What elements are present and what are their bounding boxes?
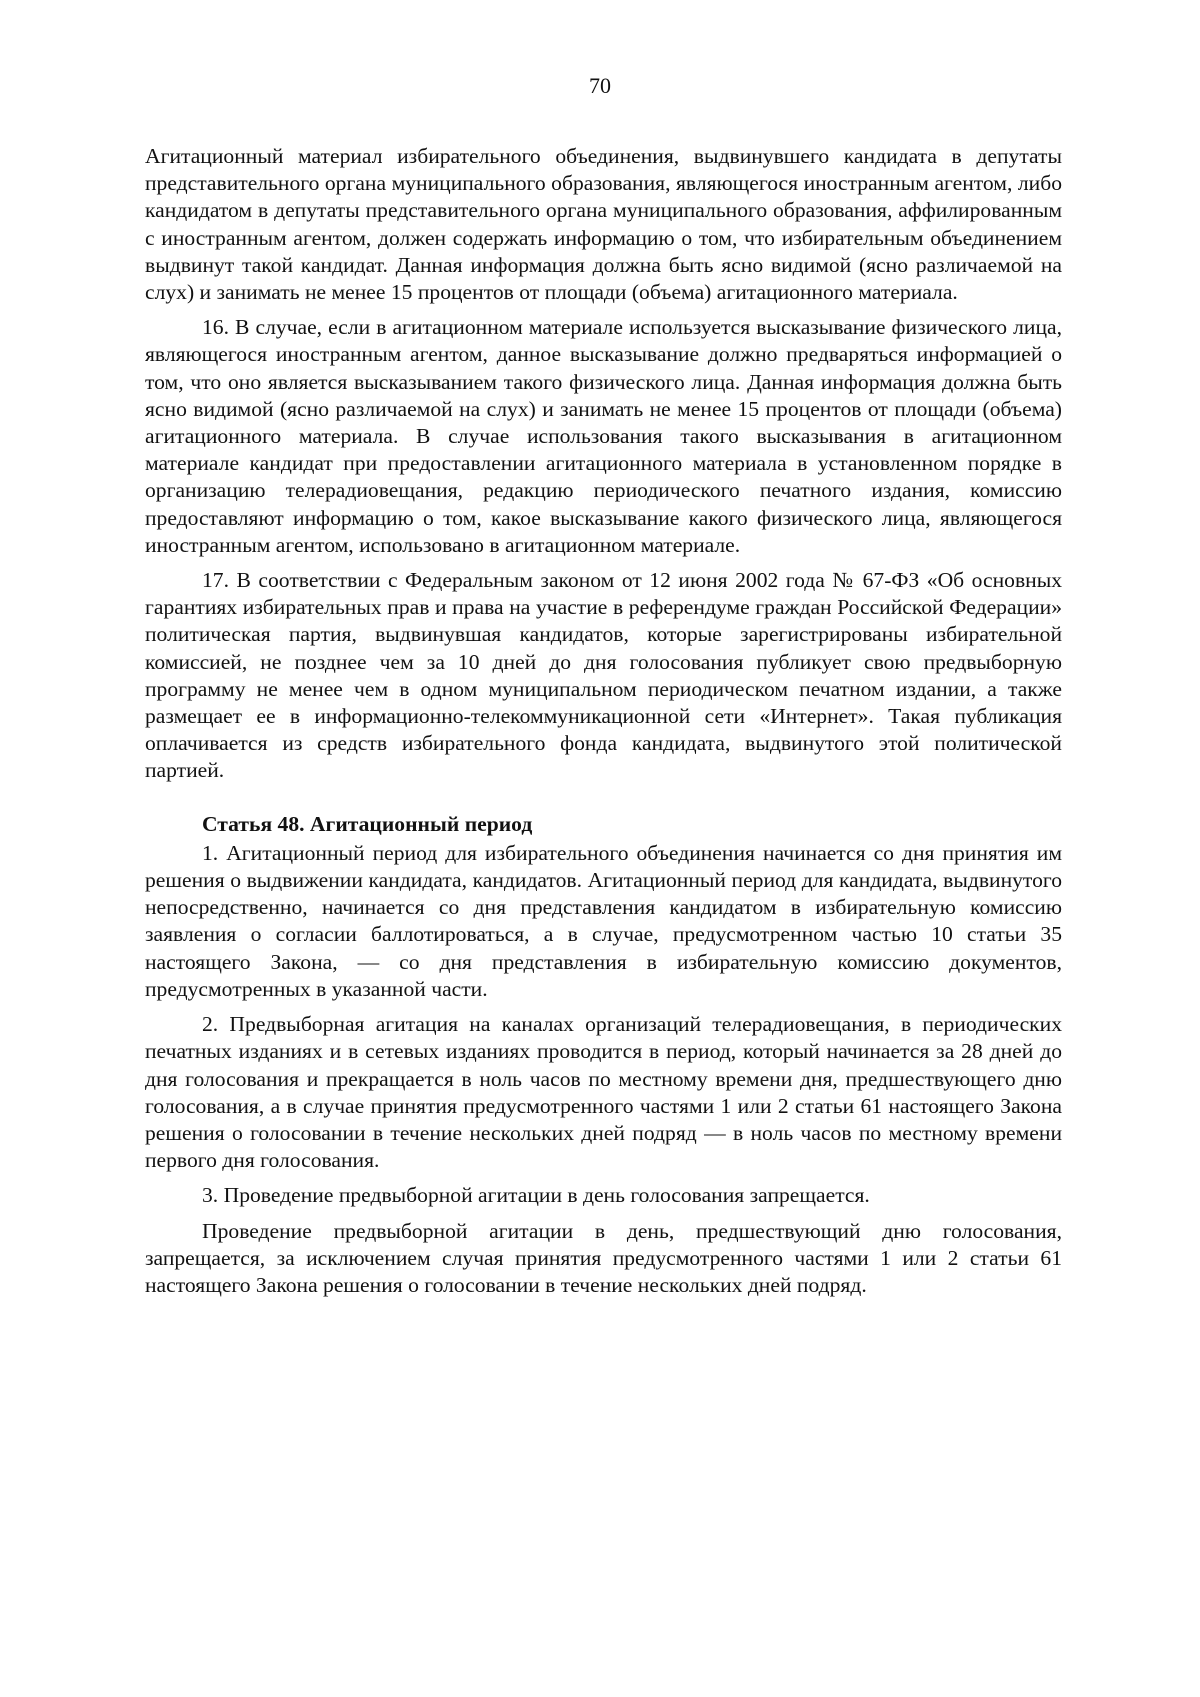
document-body	[145, 143, 1062, 1307]
paragraph-17: 17. В соответствии с Федеральным законом от 12 июня 2002 года № 67-ФЗ «Об основных гарантиях избирательных прав и права на участие в референдуме граждан Российской Федерации» политическая партия, выдвинувшая кандидатов, которые зарегистрированы избирательной комиссией, не позднее чем за 10 дней до дня голосования публикует свою предвыборную программу не менее чем в одном муниципальном периодическом печатном издании, а также размещает ее в информационно-телекоммуникационной сети «Интернет». Такая публикация оплачивается из средств избирательного фонда кандидата, выдвинутого этой политической партией.	[145, 568, 1062, 783]
article-48-paragraph-2: 2. Предвыборная агитация на каналах организаций телерадиовещания, в периодических печатных изданиях и в сетевых изданиях проводится в период, который начинается за 28 дней до дня голосования и прекращается в ноль часов по местному времени дня, предшествующего дню голосования, а в случае принятия предусмотренного частями 1 или 2 статьи 61 настоящего Закона решения о голосовании в течение нескольких дней подряд — в ноль часов по местному времени первого дня голосования.	[145, 1012, 1062, 1173]
article-48-paragraph-3-continuation: Проведение предвыборной агитации в день, предшествующий дню голосования, запрещается, за исключением случая принятия предусмотренного частями 1 или 2 статьи 61 настоящего Закона решения о голосовании в течение нескольких дней подряд.	[145, 1218, 1062, 1297]
paragraph-16: 16. В случае, если в агитационном материале используется высказывание физического лица, являющегося иностранным агентом, данное высказывание должно предваряться информацией о том, что оно является высказыванием такого физического лица. Данная информация должна быть ясно видимой (ясно различаемой на слух) и занимать не менее 15 процентов от площади (объема) агитационного материала. В случае использования такого высказывания в агитационном материале кандидат при предоставлении агитационного материала в установленном порядке в организацию телерадиовещания, редакцию периодического печатного издания, комиссию предоставляют информацию о том, какое высказывание какого физического лица, являющегося иностранным агентом, использовано в агитационном материале.	[145, 315, 1062, 557]
paragraph-continuation: Агитационный материал избирательного объединения, выдвинувшего кандидата в депутаты представительного органа муниципального образования, являющегося иностранным агентом, либо кандидатом в депутаты представительного органа муниципального образования, аффилированным с иностранным агентом, должен содержать информацию о том, что избирательным объединением выдвинут такой кандидат. Данная информация должна быть ясно видимой (ясно различаемой на слух) и занимать не менее 15 процентов от площади (объема) агитационного материала.	[145, 144, 1062, 305]
article-48-paragraph-1: 1. Агитационный период для избирательного объединения начинается со дня принятия им решения о выдвижении кандидата, кандидатов. Агитационный период для кандидата, выдвинутого непосредственно, начинается со дня представления кандидатом в избирательную комиссию заявления о согласии баллотироваться, а в случае, предусмотренном частью 10 статьи 35 настоящего Закона, — со дня представления в избирательную комиссию документов, предусмотренных в указанной части.	[145, 840, 1062, 1001]
article-48-heading: Статья 48. Агитационный период	[202, 811, 533, 836]
page-number: 70	[589, 73, 611, 98]
article-48-paragraph-3: 3. Проведение предвыборной агитации в день голосования запрещается.	[202, 1183, 870, 1208]
